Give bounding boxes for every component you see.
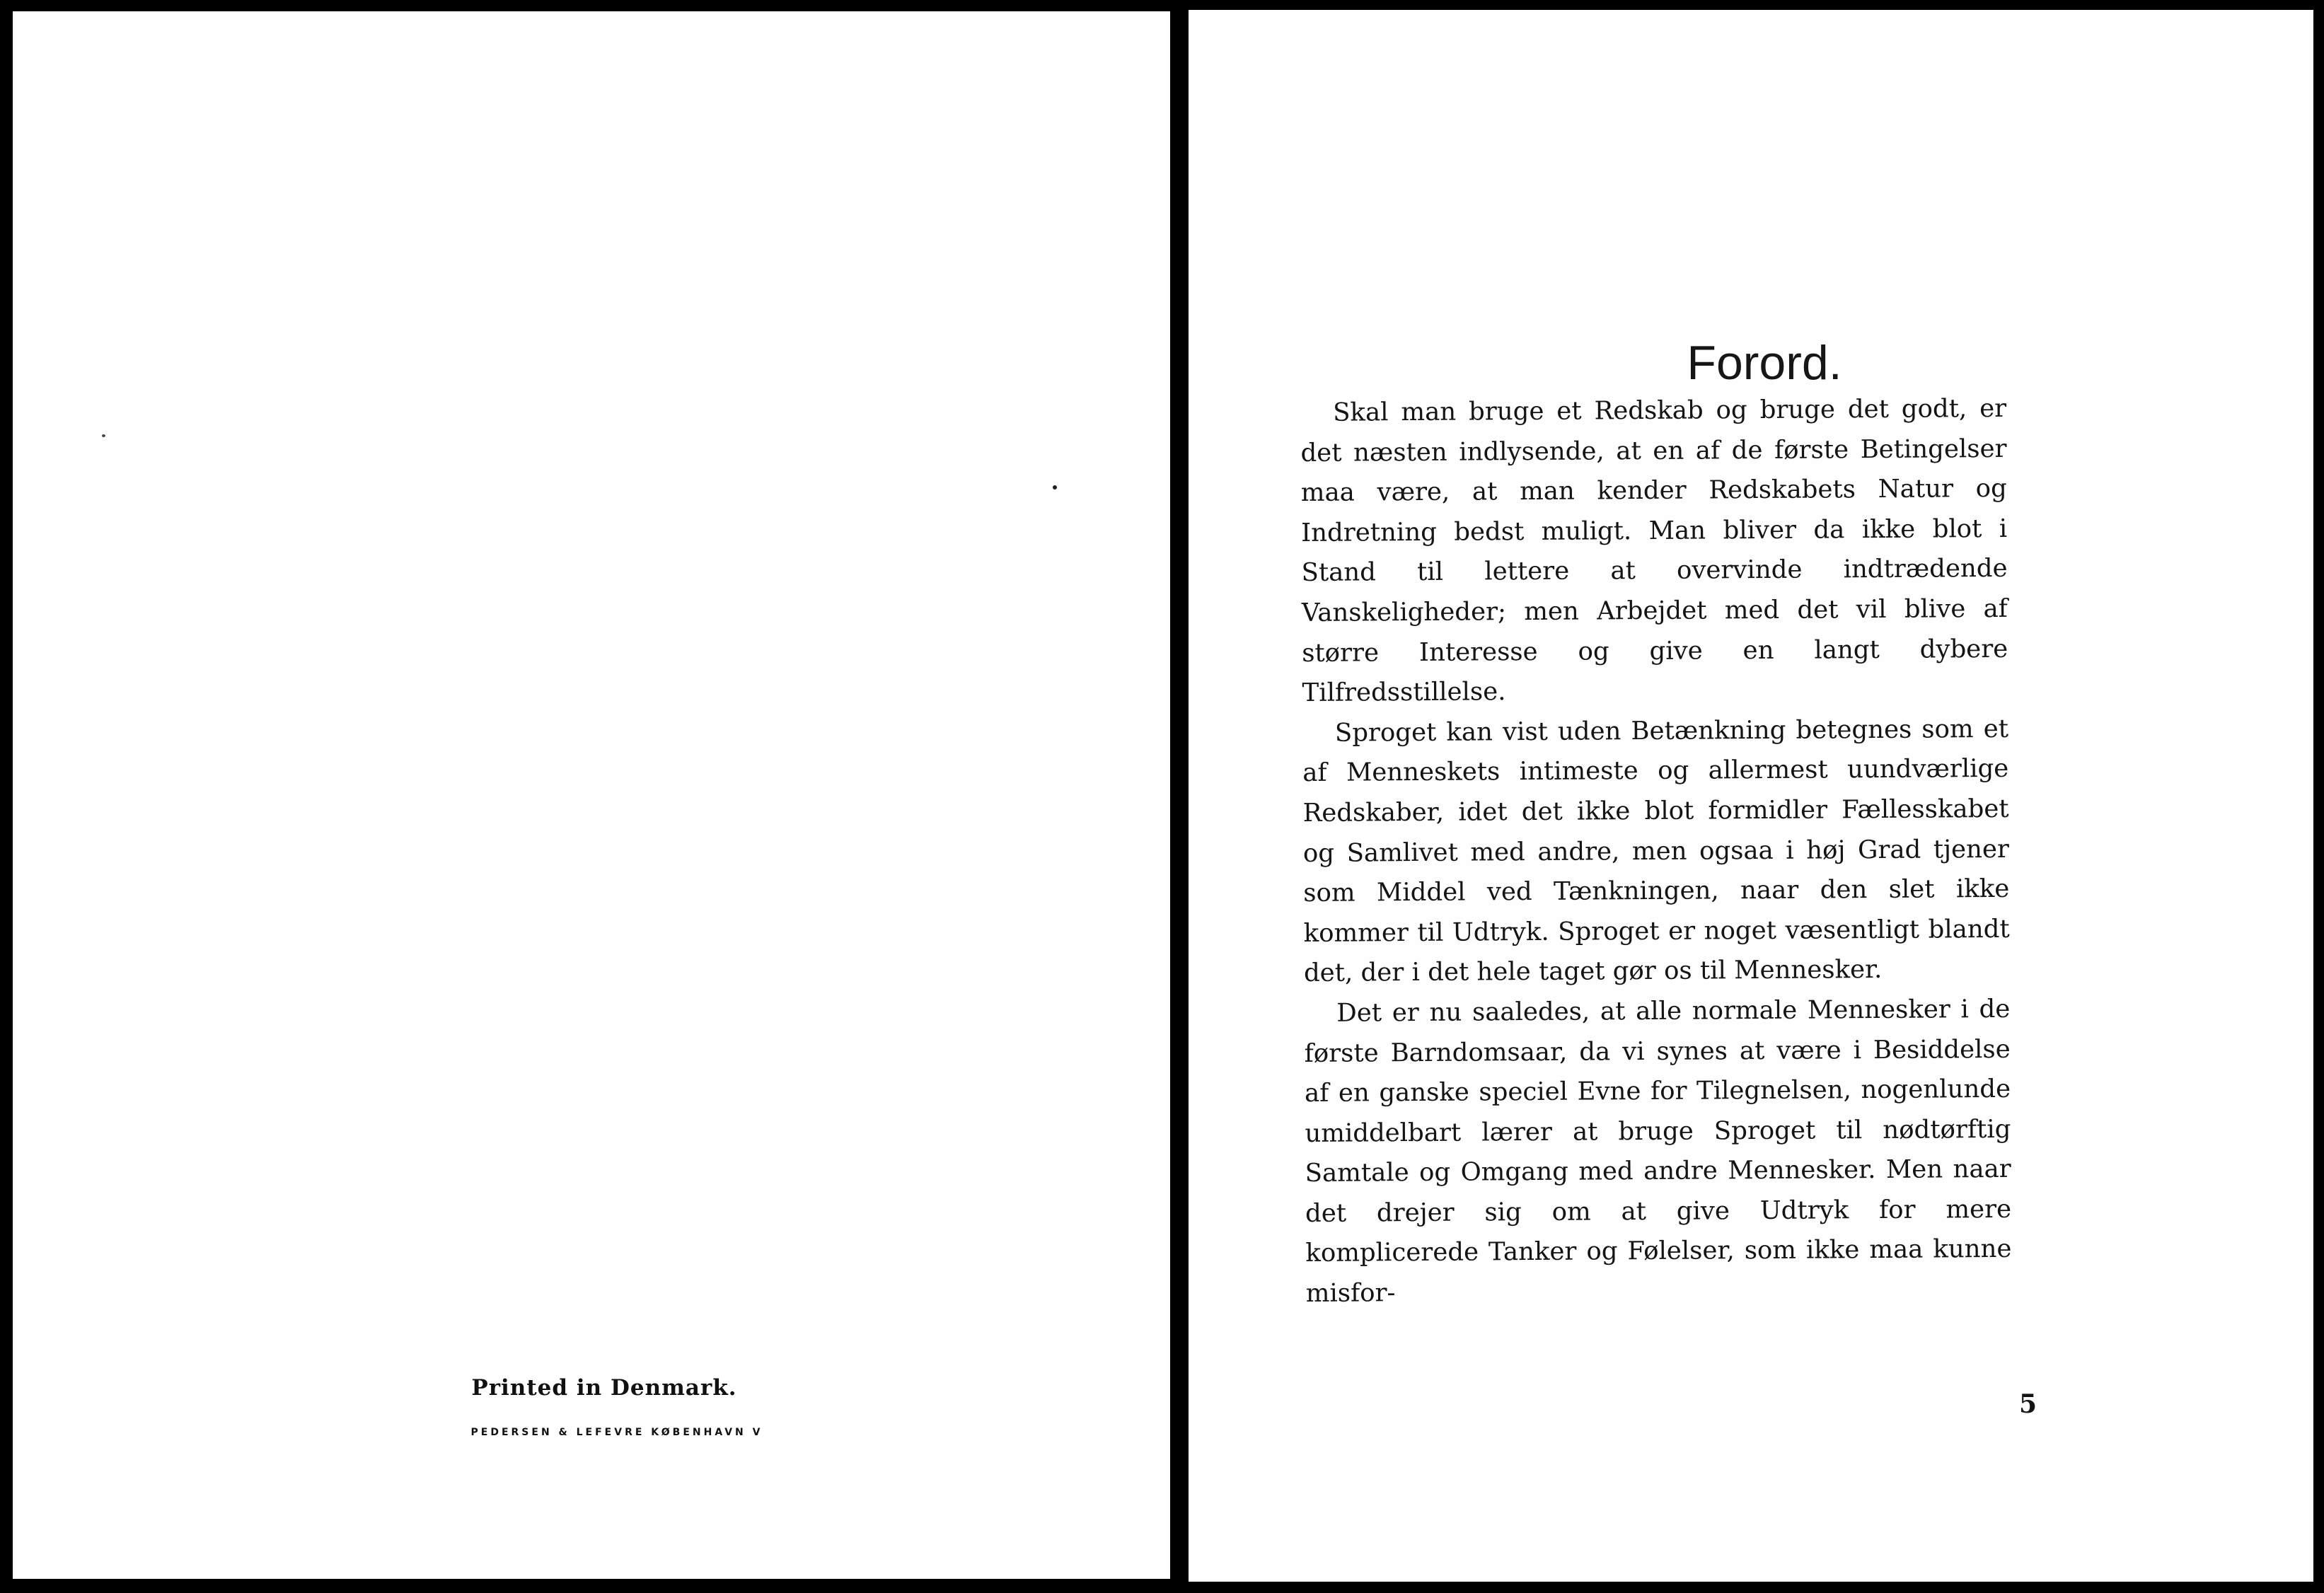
left-page bbox=[13, 11, 1170, 1579]
page-number: 5 bbox=[2019, 1389, 2037, 1419]
paragraph: Det er nu saaledes, at alle normale Mennesker i de første Barndomsaar, da vi synes at være i Besiddelse af en ganske speciel Evne for Tilegnelsen, nogenlunde umiddelbart lærer at bruge Sproget til nødtørftig Samtale og Omgang med andre Mennesker. Men naar det drejer sig om at give Udtryk for mere komplicerede Tanker og Følelser, som ikke maa kunne misfor- bbox=[1304, 994, 2012, 1309]
paper-speck bbox=[1053, 485, 1057, 490]
body-text bbox=[1300, 389, 2012, 1314]
paragraph: Sproget kan vist uden Betænkning betegnes som et af Menneskets intimeste og allermest uundværlige Redskaber, idet det ikke blot formidler Fællesskabet og Samlivet med andre, men ogsaa i høj Grad tjener som Middel ved Tænkningen, naar den slet ikke kommer til Udtryk. Sproget er noget væsentligt blandt det, der i det hele taget gør os til Mennesker. bbox=[1302, 714, 2010, 988]
printer-imprint: PEDERSEN & LEFEVRE KØBENHAVN V bbox=[470, 1427, 763, 1438]
right-page bbox=[1189, 10, 2313, 1582]
imprint-text: Printed in Denmark. bbox=[471, 1375, 737, 1401]
paragraph: Skal man bruge et Redskab og bruge det godt, er det næsten indlysende, at en af de første Betingelser maa være, at man kender Redskabets Natur og Indretning bedst muligt. Man bliver da ikke blot i Stand til lettere at overvinde indtrædende Vanskeligheder; men Arbejdet med det vil blive af større Interesse og give en langt dybere Tilfredsstillelse. bbox=[1300, 393, 2008, 708]
page-title: Forord. bbox=[1687, 336, 1842, 390]
paper-speck bbox=[102, 434, 105, 437]
